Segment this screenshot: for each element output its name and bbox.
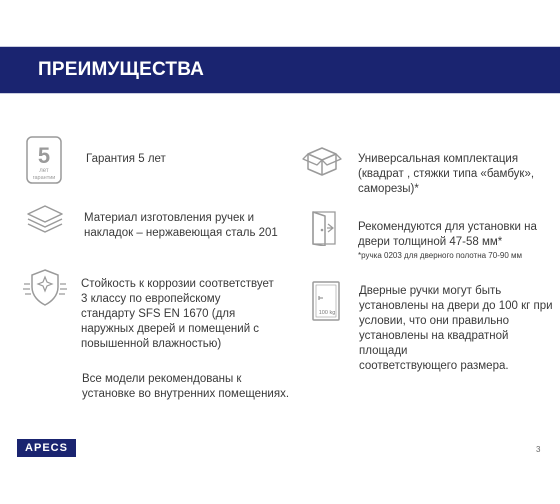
header-banner	[0, 46, 560, 94]
feature-corrosion: Стойкость к коррозии соответствует 3 классу по европейскому стандарту SFS EN 1670 (для наружных дверей и помещений с повышенной влажностью)	[81, 278, 274, 350]
feature-material: Материал изготовления ручек и накладок – нержавеющая сталь 201	[84, 212, 278, 239]
warranty-icon-digit: 5	[37, 143, 51, 168]
apecs-logo: APECS	[17, 439, 76, 457]
door-icon	[310, 210, 338, 246]
layers-icon	[26, 204, 64, 234]
shield-sparkle-icon	[22, 267, 68, 307]
warranty-icon-line2: гарантии	[32, 175, 56, 181]
warranty-icon-line1: лет	[39, 168, 49, 174]
feature-models: Все модели рекомендованы к установке во внутренних помещениях.	[82, 373, 290, 400]
feature-warranty: Гарантия 5 лет	[86, 153, 166, 165]
footnote-text: ручка 0203 для дверного полотна 70-90 мм	[361, 251, 522, 260]
page-number: 3	[536, 445, 541, 454]
door-weight-icon	[312, 281, 340, 321]
footnote-mark: *	[358, 251, 362, 260]
box-icon	[302, 142, 342, 178]
feature-weight: Дверные ручки могут быть установлены на двери до 100 кг при условии, что они правильно установлены на квадратной площади соответствующего размера.	[359, 285, 553, 372]
page-title: ПРЕИМУЩЕСТВА	[38, 59, 205, 80]
feature-thickness: Рекомендуются для установки на двери толщиной 47-58 мм* *ручка 0203 для дверного полотна 70-90 мм	[358, 221, 537, 260]
door-weight-label: 100 kg	[318, 310, 336, 316]
feature-kit: Универсальная комплектация (квадрат , стяжки типа «бамбук», саморезы)*	[358, 153, 535, 195]
warranty-5-years-icon	[26, 136, 62, 184]
